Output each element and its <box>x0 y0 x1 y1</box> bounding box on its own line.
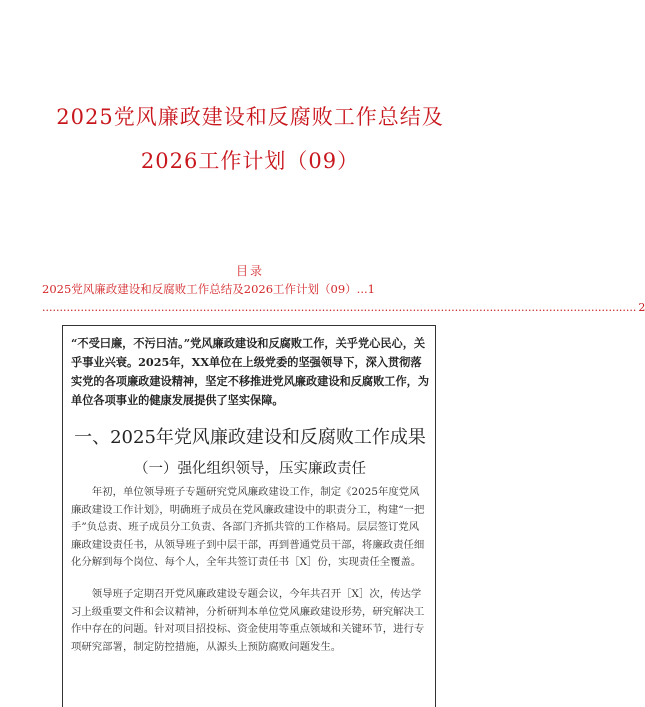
document-title-line-1: 2025党风廉政建设和反腐败工作总结及 <box>56 105 444 129</box>
intro-paragraph: “不受曰廉，不污曰洁。”党风廉政建设和反腐败工作，关乎党心民心，关乎事业兴衰。2025年，XX单位在上级党委的坚强领导下，深入贯彻落实党的各项廉政建设精神，坚定不移推进党风廉政建设和反腐败工作，为单位各项事业的健康发展提供了坚实保障。 <box>71 336 430 407</box>
section-heading: 一、2025年党风廉政建设和反腐败工作成果 <box>74 427 426 448</box>
content-frame <box>62 325 436 707</box>
body-paragraph-1: 年初，单位领导班子专题研究党风廉政建设工作，制定《2025年度党风廉政建设工作计划》，明确班子成员在党风廉政建设中的职责分工，构建“一把手”负总责、班子成员分工负责、各部门齐抓共管的工作格局。层层签订党风廉政建设责任书，从领导班子到中层干部，再到普通党员干部，将廉政责任细化分解到每个岗位、每个人，全年共签订责任书［X］份，实现责任全覆盖。 <box>71 486 425 568</box>
document-title-line-2: 2026工作计划（09） <box>140 149 360 173</box>
subsection-heading: （一）强化组织领导，压实廉政责任 <box>134 461 366 477</box>
toc-heading: 目录 <box>235 264 264 278</box>
body-paragraph-2: 领导班子定期召开党风廉政建设专题会议，今年共召开［X］次，传达学习上级重要文件和会议精神，分析研判本单位党风廉政建设形势，研究解决工作中存在的问题。针对项目招投标、资金使用等重点领域和关键环节，进行专项研究部署，制定防控措施，从源头上预防腐败问题发生。 <box>71 588 425 653</box>
toc-leader-dots: .......................................................................................................................................................................... <box>42 301 637 314</box>
toc-page-number: 2 <box>638 301 645 314</box>
toc-entry-2[interactable] <box>42 301 645 314</box>
toc-entry-1[interactable]: 2025党风廉政建设和反腐败工作总结及2026工作计划（09）...1 <box>42 282 375 296</box>
